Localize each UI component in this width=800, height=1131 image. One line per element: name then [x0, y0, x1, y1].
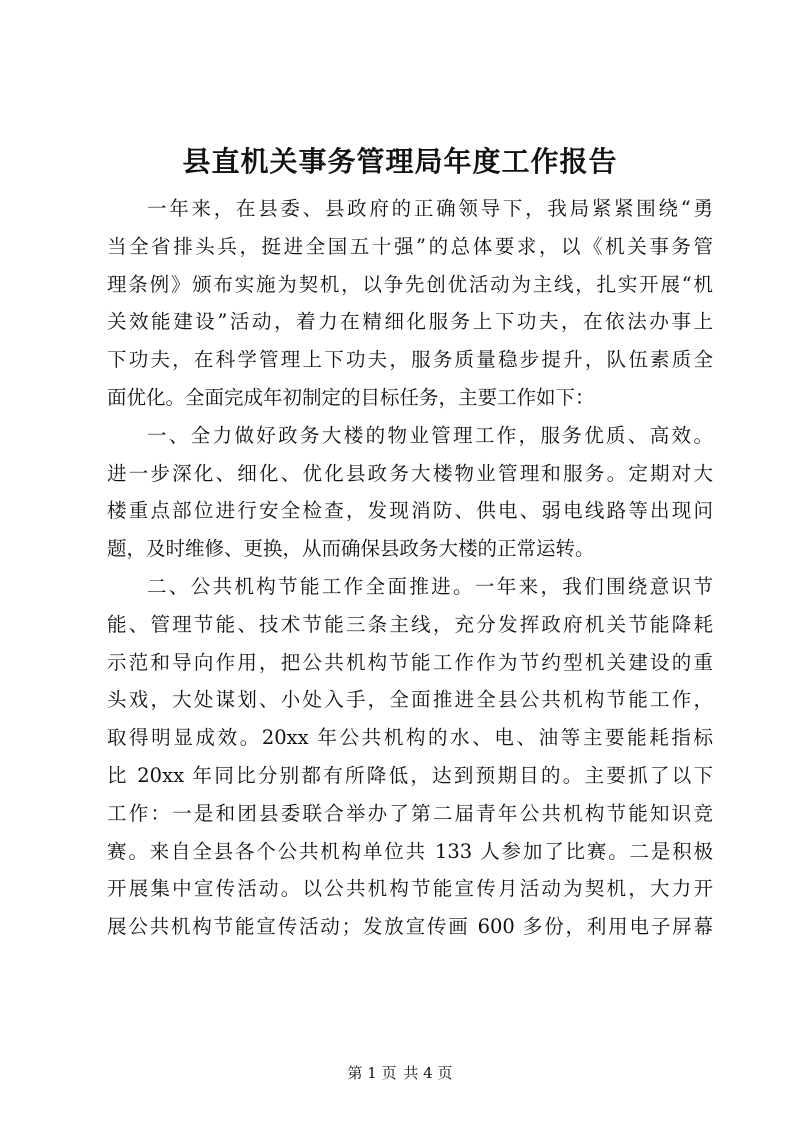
text-line: 比 20xx 年同比分别都有所降低，达到预期目的。主要抓了以下: [107, 763, 713, 787]
text-line: 下功夫，在科学管理上下功夫，服务质量稳步提升，队伍素质全: [107, 348, 713, 372]
text-line: 楼重点部位进行安全检查，发现消防、供电、弱电线路等出现问: [107, 499, 713, 523]
text-line: 取得明显成效。20xx 年公共机构的水、电、油等主要能耗指标: [107, 726, 713, 750]
document-title: 县直机关事务管理局年度工作报告: [182, 145, 618, 178]
text-line: 二、公共机构节能工作全面推进。一年来，我们围绕意识节: [147, 574, 713, 598]
text-line: 当全省排头兵，挺进全国五十强”的总体要求，以《机关事务管: [107, 234, 713, 258]
text-line: 一、全力做好政务大楼的物业管理工作，服务优质、高效。: [147, 423, 713, 447]
text-line: 面优化。全面完成年初制定的目标任务，主要工作如下：: [107, 385, 595, 409]
text-line: 题，及时维修、更换，从而确保县政务大楼的正常运转。: [107, 537, 595, 561]
text-line: 工作：一是和团县委联合举办了第二届青年公共机构节能知识竞: [107, 801, 713, 825]
text-line: 能、管理节能、技术节能三条主线，充分发挥政府机关节能降耗: [107, 612, 713, 636]
page-number: 第 1 页: [347, 1064, 397, 1082]
text-line: 关效能建设”活动，着力在精细化服务上下功夫，在依法办事上: [107, 310, 713, 334]
text-line: 进一步深化、细化、优化县政务大楼物业管理和服务。定期对大: [107, 461, 713, 485]
text-line: 理条例》颁布实施为契机，以争先创优活动为主线，扎实开展“机: [107, 272, 713, 296]
text-line: 一年来，在县委、县政府的正确领导下，我局紧紧围绕“勇: [147, 197, 713, 220]
text-line: 赛。来自全县各个公共机构单位共 133 人参加了比赛。二是积极: [107, 839, 713, 863]
text-line: 展公共机构节能宣传活动；发放宣传画 600 多份，利用电子屏幕: [107, 915, 713, 939]
text-line: 头戏，大处谋划、小处入手，全面推进全县公共机构节能工作，: [107, 688, 713, 712]
document-body: [107, 190, 713, 946]
text-line: 开展集中宣传活动。以公共机构节能宣传月活动为契机，大力开: [107, 877, 713, 901]
page-footer: [0, 1062, 800, 1083]
text-line: 示范和导向作用，把公共机构节能工作作为节约型机关建设的重: [107, 650, 713, 674]
page-total: 共 4 页: [403, 1064, 453, 1082]
